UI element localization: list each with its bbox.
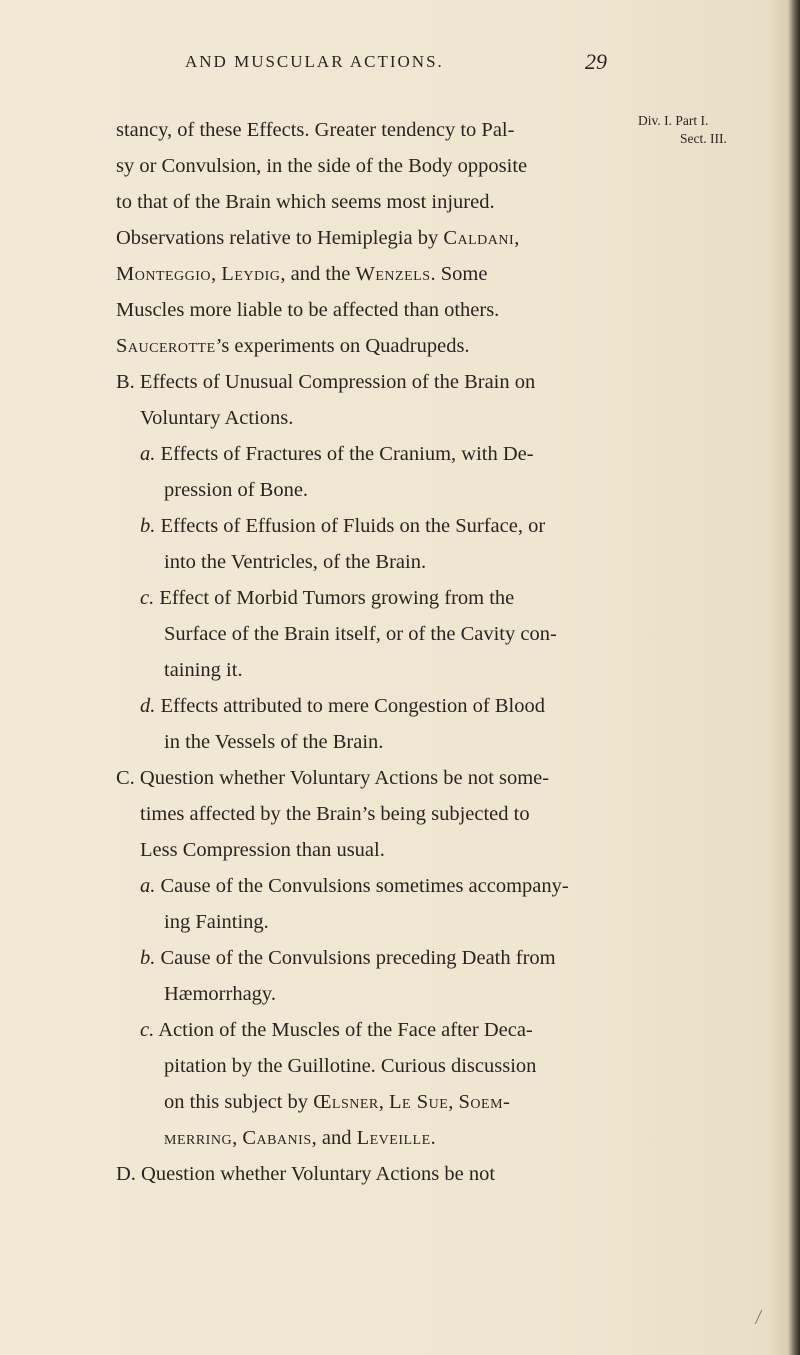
text-line: Saucerotte’s experiments on Quadrupeds.	[116, 335, 470, 357]
margin-note-line-2: Sect. III.	[680, 131, 727, 146]
item-c-c: c. Action of the Muscles of the Face after Deca-	[140, 1019, 533, 1041]
margin-note	[638, 112, 788, 148]
author-name: Le Sue	[389, 1091, 449, 1113]
text-line: Hæmorrhagy.	[164, 983, 276, 1005]
text-line: into the Ventricles, of the Brain.	[164, 551, 427, 573]
text-line: merring, Cabanis, and Leveille.	[164, 1127, 436, 1149]
section-d-heading: D. Question whether Voluntary Actions be not	[116, 1163, 496, 1185]
author-name: Leveille	[356, 1127, 431, 1149]
running-title: AND MUSCULAR ACTIONS.	[185, 52, 444, 71]
text-line: Less Compression than usual.	[140, 839, 385, 861]
item-b-a: a. Effects of Fractures of the Cranium, with De-	[140, 443, 534, 465]
text-line: taining it.	[164, 659, 243, 681]
author-name: merring	[164, 1127, 233, 1149]
page-number: 29	[585, 49, 607, 74]
text-line: pitation by the Guillotine. Curious discussion	[164, 1055, 537, 1077]
text-line: Voluntary Actions.	[140, 407, 294, 429]
text-line: pression of Bone.	[164, 479, 309, 501]
text-line: in the Vessels of the Brain.	[164, 731, 384, 753]
author-name: Wenzels	[355, 263, 431, 285]
text-line: Monteggio, Leydig, and the Wenzels. Some	[116, 263, 488, 285]
item-b-d: d. Effects attributed to mere Congestion of Blood	[140, 695, 545, 717]
author-name: Cabanis	[242, 1127, 312, 1149]
text-line: sy or Convulsion, in the side of the Body opposite	[116, 155, 528, 177]
section-c-heading: C. Question whether Voluntary Actions be not some-	[116, 767, 550, 789]
item-b-c: c. Effect of Morbid Tumors growing from the	[140, 587, 515, 609]
author-name: Soem-	[458, 1091, 511, 1113]
text-line: on this subject by Œlsner, Le Sue, Soem-	[164, 1091, 511, 1113]
item-b-b: b. Effects of Effusion of Fluids on the Surface, or	[140, 515, 546, 537]
text-line: Surface of the Brain itself, or of the Cavity con-	[164, 623, 557, 645]
text-line: stancy, of these Effects. Greater tendency to Pal-	[116, 119, 515, 141]
text-line: times affected by the Brain’s being subjected to	[140, 803, 530, 825]
text-line: ing Fainting.	[164, 911, 269, 933]
item-c-a: a. Cause of the Convulsions sometimes accompany-	[140, 875, 569, 897]
page-header	[0, 49, 800, 82]
author-name: Saucerotte	[116, 335, 216, 357]
text-line: to that of the Brain which seems most injured.	[116, 191, 495, 213]
author-name: Monteggio	[116, 263, 212, 285]
text-line: Muscles more liable to be affected than others.	[116, 299, 500, 321]
section-b-heading: B. Effects of Unusual Compression of the Brain on	[116, 371, 536, 393]
item-c-b: b. Cause of the Convulsions preceding Death from	[140, 947, 556, 969]
author-name: Caldani	[443, 227, 515, 249]
author-name: Leydig	[221, 263, 281, 285]
author-name: Œlsner	[313, 1091, 379, 1113]
margin-note-line-1: Div. I. Part I.	[638, 113, 709, 128]
text-line: Observations relative to Hemiplegia by Caldani,	[116, 227, 520, 249]
